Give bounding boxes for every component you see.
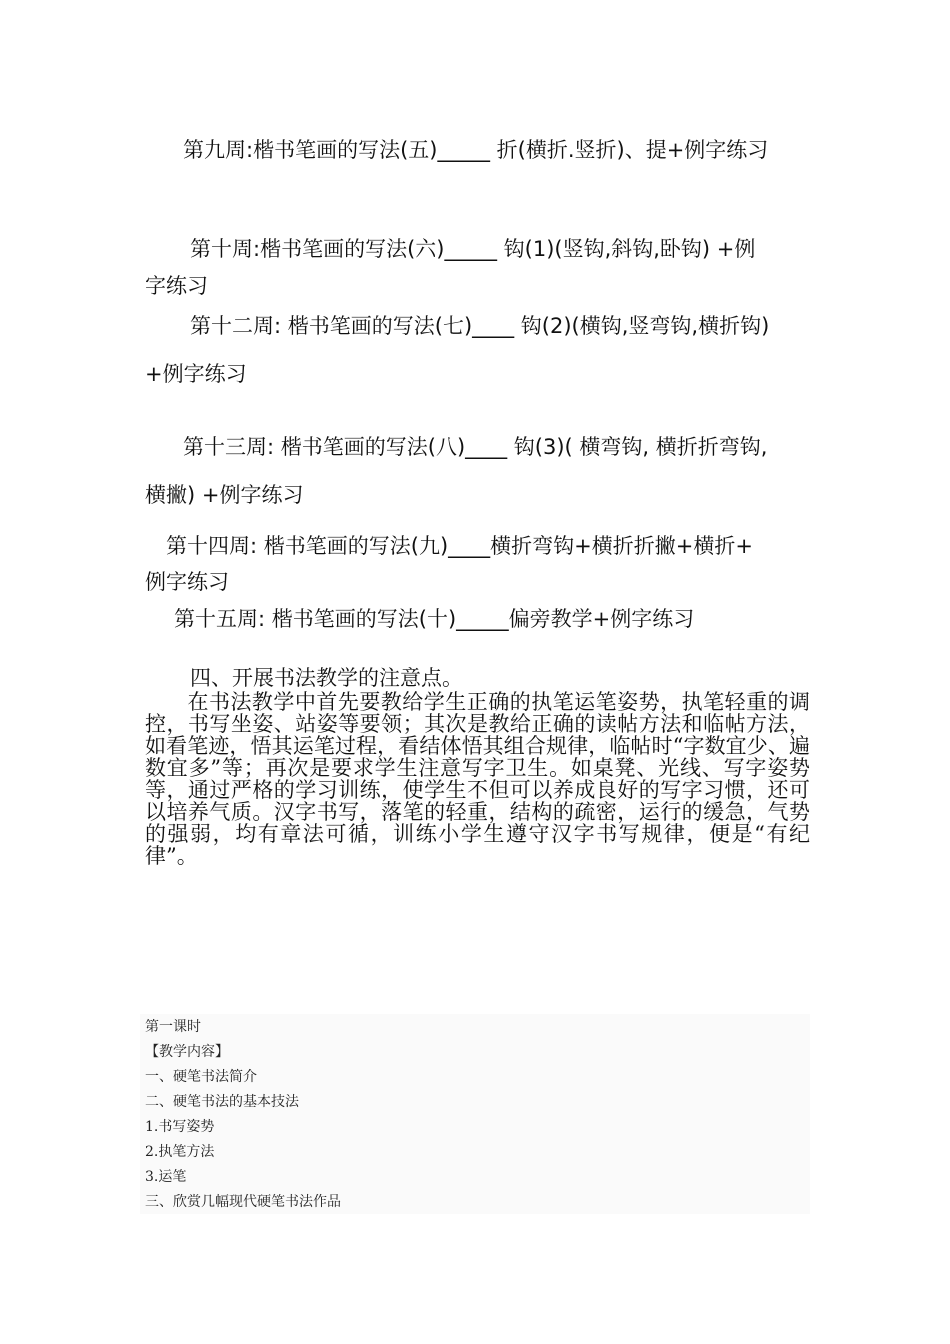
lesson-box [140,1014,810,1214]
schedule-week14-line2: 例字练习 [145,570,229,594]
section-body [145,691,810,867]
schedule-week12-line1: 第十二周: 楷书笔画的写法(七)____ 钩(2)(横钩,竖弯钩,横折钩) [190,314,770,338]
lesson-item: 一、硬笔书法简介 [145,1069,257,1085]
section-body-text: 在书法教学中首先要教给学生正确的执笔运笔姿势，执笔轻重的调控，书写坐姿、站姿等要领；其次是教给正确的读帖方法和临帖方法，如看笔迹，悟其运笔过程，看结体悟其组合规律，临帖时“字数宜少、遍数宜多”等；再次是要求学生注意写字卫生。如桌凳、光线、写字姿势等，通过严格的学习训练，使学生不但可以养成良好的写字习惯，还可以培养气质。汉字书写，落笔的轻重，结构的疏密，运行的缓急，气势的强弱，均有章法可循，训练小学生遵守汉字书写规律，便是“有纪律”。 [145,690,810,868]
schedule-week15-line1: 第十五周: 楷书笔画的写法(十)_____偏旁教学+例字练习 [174,607,695,631]
lesson-item: 1.书写姿势 [145,1119,215,1135]
schedule-week13-line2: 横撇) +例字练习 [145,483,304,507]
lesson-item: 三、欣赏几幅现代硬笔书法作品 [145,1194,341,1210]
section-heading: 四、开展书法教学的注意点。 [190,666,463,690]
schedule-week9-line1: 第九周:楷书笔画的写法(五)_____ 折(横折.竖折)、提+例字练习 [183,138,769,162]
lesson-item: 2.执笔方法 [145,1144,215,1160]
lesson-title: 第一课时 [145,1019,201,1035]
lesson-content-header: 【教学内容】 [145,1044,229,1060]
lesson-item: 3.运笔 [145,1169,187,1185]
lesson-item: 二、硬笔书法的基本技法 [145,1094,299,1110]
schedule-week14-line1: 第十四周: 楷书笔画的写法(九)____横折弯钩+横折折撇+横折+ [166,534,753,558]
schedule-week12-line2: +例字练习 [145,362,247,386]
schedule-week13-line1: 第十三周: 楷书笔画的写法(八)____ 钩(3)( 横弯钩, 横折折弯钩, [183,435,768,459]
schedule-week10-line1: 第十周:楷书笔画的写法(六)_____ 钩(1)(竖钩,斜钩,卧钩) +例 [190,237,756,261]
schedule-week10-line2: 字练习 [145,274,208,298]
